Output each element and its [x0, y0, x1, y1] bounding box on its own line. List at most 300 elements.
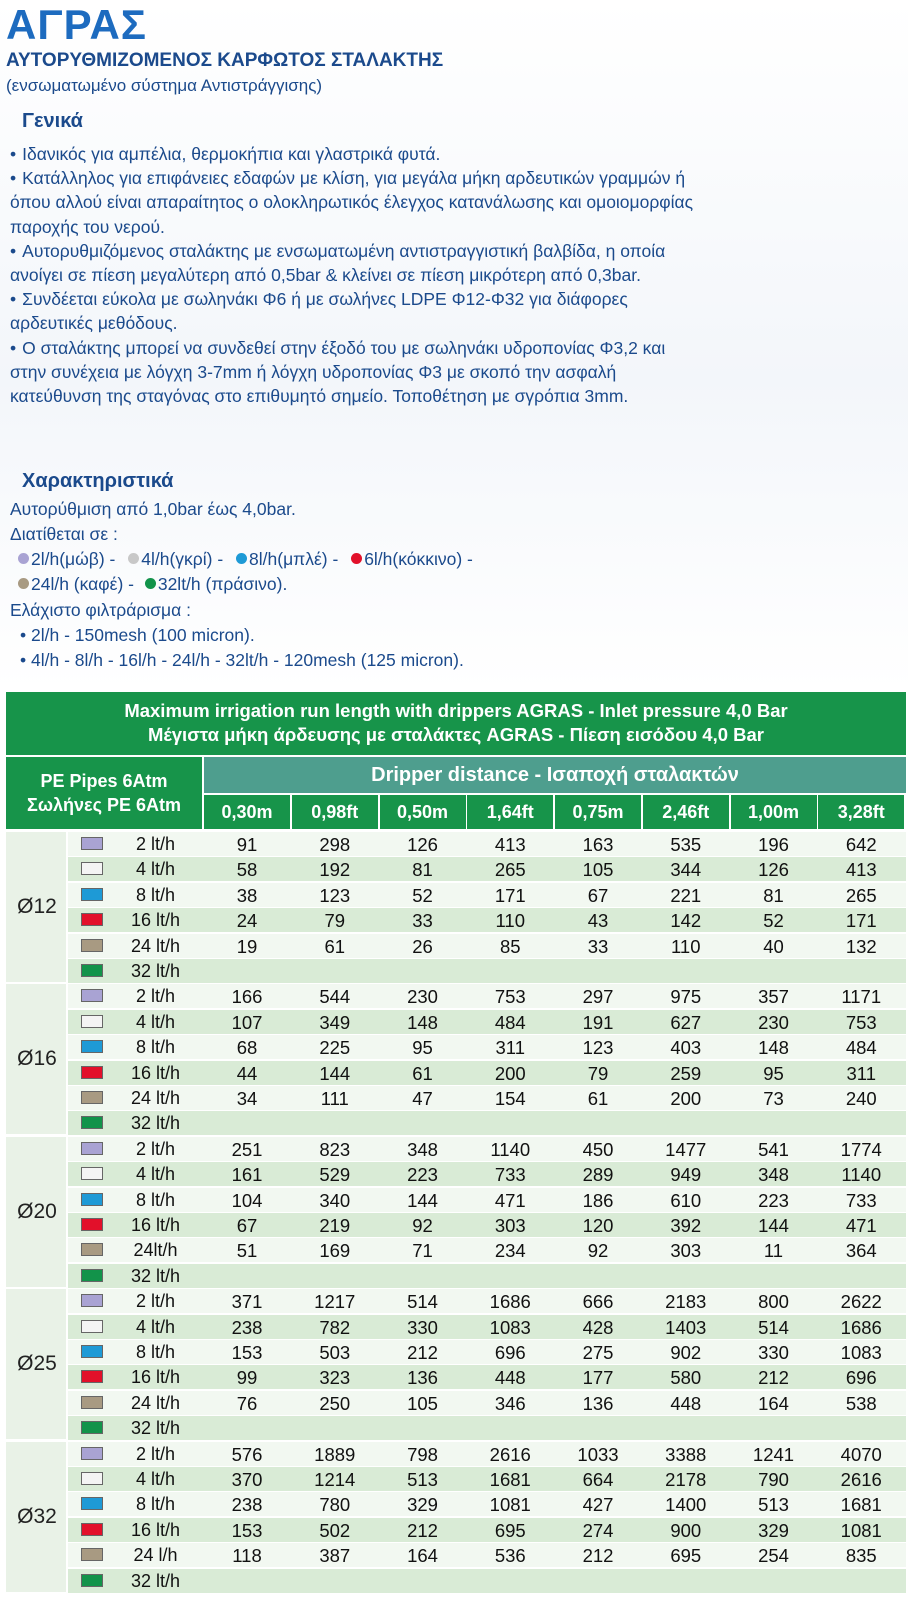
run-length-value: 340 [319, 1189, 351, 1211]
table-row [68, 1035, 906, 1060]
column-header: 3,28ft [818, 795, 904, 829]
run-length-value: 1083 [489, 1316, 531, 1338]
general-bullets [10, 142, 700, 408]
run-length-value: 221 [670, 884, 702, 906]
run-length-value: 148 [758, 1037, 789, 1059]
run-length-value: 471 [845, 1214, 877, 1236]
flow-rate: 2 lt/h [135, 834, 176, 854]
run-length-value: 123 [582, 1037, 614, 1059]
color-swatch-icon [81, 837, 103, 850]
run-length-value: 223 [758, 1189, 789, 1211]
run-length-value: 107 [231, 1011, 263, 1033]
flow-rate: 24 l/h [133, 1545, 178, 1566]
run-length-value: 225 [319, 1037, 351, 1059]
flow-rate: 4 lt/h [135, 1164, 176, 1185]
green-dot-icon [145, 578, 156, 589]
run-length-value: 538 [845, 1392, 877, 1414]
variant-label: 8l/h(μπλέ) - [249, 549, 339, 569]
general-bullet: • Συνδέεται εύκολα με σωληνάκι Φ6 ή με σωλήνες LDPE Φ12-Φ32 για διάφορες αρδευτικές μεθόδους. [10, 287, 700, 335]
column-header: 1,64ft [467, 795, 553, 829]
run-length-value: 19 [236, 935, 258, 957]
table-row [68, 908, 906, 933]
table-row [68, 1289, 906, 1314]
run-length-value: 259 [670, 1062, 702, 1084]
run-length-value: 696 [845, 1367, 877, 1389]
run-length-value: 38 [236, 884, 258, 906]
color-swatch-icon [81, 1243, 103, 1256]
product-subnote: (ενσωματωμένο σύστημα Αντιστράγγισης) [6, 76, 323, 95]
table-row [68, 1010, 906, 1035]
run-length-value: 81 [412, 859, 433, 881]
table-row [68, 1365, 906, 1390]
variants-line-2 [18, 574, 287, 595]
run-length-value: 2183 [665, 1291, 707, 1313]
flow-rate: 8 lt/h [135, 1341, 176, 1362]
run-length-value: 514 [758, 1316, 789, 1338]
run-length-value: 3388 [665, 1443, 707, 1465]
run-length-value: 85 [499, 935, 521, 957]
table-row [68, 883, 906, 908]
pipe-diameter: Ø16 [17, 1047, 57, 1071]
run-length-value: 76 [236, 1392, 258, 1414]
run-length-value: 344 [670, 859, 702, 881]
color-swatch-icon [81, 964, 103, 977]
filtration-item: • 2l/h - 150mesh (100 micron). [20, 625, 255, 645]
run-length-value: 67 [236, 1214, 258, 1236]
flow-rate: 16 lt/h [130, 1062, 181, 1083]
run-length-value: 105 [407, 1392, 438, 1414]
table-row [68, 1264, 906, 1289]
pipe-group [6, 1442, 906, 1592]
flow-rate: 16 lt/h [130, 910, 181, 931]
run-length-value: 975 [670, 986, 702, 1008]
run-length-value: 92 [587, 1240, 609, 1262]
flow-rate: 2 lt/h [135, 1443, 176, 1464]
flow-rate: 32 lt/h [130, 1265, 181, 1286]
run-length-value: 11 [763, 1240, 784, 1262]
run-length-value: 1081 [489, 1494, 531, 1516]
run-length-value: 303 [494, 1214, 526, 1236]
table-row [68, 1238, 906, 1263]
flow-rate: 32 lt/h [130, 1418, 181, 1439]
run-length-value: 79 [324, 910, 346, 932]
run-length-value: 1214 [314, 1468, 356, 1490]
flow-rate: 32 lt/h [130, 961, 181, 981]
color-swatch-icon [81, 1345, 103, 1358]
run-length-value: 44 [236, 1062, 258, 1084]
run-length-value: 148 [407, 1011, 438, 1033]
run-length-value: 58 [236, 859, 258, 881]
pipe-group [6, 832, 906, 982]
run-length-value: 142 [670, 910, 702, 932]
color-swatch-icon [81, 1421, 103, 1434]
run-length-value: 61 [412, 1062, 433, 1084]
run-length-value: 79 [587, 1062, 609, 1084]
run-length-value: 428 [582, 1316, 614, 1338]
run-length-value: 254 [758, 1545, 789, 1567]
run-length-value: 349 [319, 1011, 351, 1033]
color-swatch-icon [81, 989, 103, 1002]
run-length-value: 144 [758, 1214, 789, 1236]
run-length-value: 191 [582, 1011, 614, 1033]
table-row [68, 1061, 906, 1086]
general-bullet: • Αυτορυθμιζόμενος σταλάκτης με ενσωματωμένη αντιστραγγιστική βαλβίδα, η οποία ανοίγει σε πίεση μεγαλύτερη από 0,5bar & κλείνει σε πίεση μικρότερη από 0,3bar. [10, 239, 700, 287]
color-swatch-icon [81, 939, 103, 952]
pipe-diameter: Ø20 [17, 1199, 57, 1223]
gray-dot-icon [128, 553, 139, 564]
run-length-value: 51 [236, 1240, 258, 1262]
run-length-value: 536 [494, 1545, 526, 1567]
run-length-value: 164 [758, 1392, 789, 1414]
run-length-value: 234 [494, 1240, 526, 1262]
run-length-value: 544 [319, 986, 351, 1008]
run-length-value: 450 [582, 1138, 614, 1160]
run-length-value: 484 [494, 1011, 526, 1033]
run-length-value: 26 [412, 935, 433, 957]
filtration-item: • 4l/h - 8l/h - 16l/h - 24l/h - 32lt/h - 120mesh (125 micron). [20, 650, 464, 670]
table-row [68, 1467, 906, 1492]
run-length-value: 161 [231, 1164, 263, 1186]
product-subtitle: ΑΥΤΟΡΥΘΜΙΖΟΜΕΝΟΣ ΚΑΡΦΩΤΟΣ ΣΤΑΛΑΚΤΗΣ [6, 50, 444, 71]
run-length-value: 40 [763, 935, 784, 957]
run-length-value: 642 [845, 834, 877, 855]
run-length-value: 169 [319, 1240, 351, 1262]
color-swatch-icon [81, 1015, 103, 1028]
pipe-diameter: Ø32 [17, 1504, 57, 1528]
run-length-value: 153 [231, 1341, 263, 1363]
run-length-value: 580 [670, 1367, 702, 1389]
color-swatch-icon [81, 1269, 103, 1282]
run-length-value: 99 [236, 1367, 258, 1389]
purple-dot-icon [18, 553, 29, 564]
variant-label: 24l/h (καφέ) - [31, 574, 134, 594]
run-length-value: 52 [763, 910, 784, 932]
flow-rate: 16 lt/h [130, 1367, 181, 1388]
color-swatch-icon [81, 888, 103, 901]
table-row [68, 857, 906, 882]
run-length-value: 230 [407, 986, 438, 1008]
color-swatch-icon [81, 1066, 103, 1079]
table-row [68, 1569, 906, 1594]
table-row [68, 1137, 906, 1162]
run-length-value: 576 [231, 1443, 263, 1465]
run-length-value: 695 [670, 1545, 702, 1567]
general-bullet: • Ο σταλάκτης μπορεί να συνδεθεί στην έξοδό του με σωληνάκι υδροπονίας Φ3,2 και στην συνέχεια με λόγχη 3-7mm ή λόγχη υδροπονίας Φ3 με σκοπό την ασφαλή κατεύθυνση της σταγόνας στο επιθυμητό σημείο. Τοποθέτηση με σγρόπια 3mm. [10, 336, 700, 409]
flow-rate: 4 lt/h [135, 859, 176, 880]
run-length-value: 392 [670, 1214, 702, 1236]
run-length-value: 251 [231, 1138, 263, 1160]
color-swatch-icon [81, 1370, 103, 1383]
table-row [68, 1391, 906, 1416]
run-length-value: 330 [758, 1341, 789, 1363]
flow-rate: 8 lt/h [135, 1494, 176, 1515]
run-length-value: 186 [582, 1189, 614, 1211]
run-length-value: 73 [763, 1087, 784, 1109]
color-swatch-icon [81, 1396, 103, 1409]
run-length-value: 1681 [840, 1494, 882, 1516]
run-length-value: 695 [494, 1519, 526, 1541]
run-length-value: 164 [407, 1545, 438, 1567]
run-length-value: 223 [407, 1164, 438, 1186]
table-row [68, 1188, 906, 1213]
run-length-value: 1140 [490, 1138, 531, 1160]
run-length-value: 448 [494, 1367, 526, 1389]
run-length-value: 163 [582, 834, 614, 855]
table-row [68, 1315, 906, 1340]
run-length-value: 196 [758, 834, 789, 855]
run-length-value: 1681 [489, 1468, 531, 1490]
run-length-value: 403 [670, 1037, 702, 1059]
run-length-value: 238 [231, 1494, 263, 1516]
pipe-header [6, 757, 202, 829]
pipe-header-en: PE Pipes 6Atm [40, 771, 168, 791]
run-length-value: 110 [671, 935, 701, 957]
run-length-value: 329 [407, 1494, 438, 1516]
run-length-value: 513 [758, 1494, 789, 1516]
run-length-value: 144 [407, 1189, 438, 1211]
run-length-value: 43 [587, 910, 609, 932]
column-header: 0,30m [204, 795, 290, 829]
run-length-value: 1400 [665, 1494, 707, 1516]
run-length-value: 1241 [752, 1443, 795, 1465]
table-row [68, 1086, 906, 1111]
color-swatch-icon [81, 1472, 103, 1485]
run-length-value: 171 [845, 910, 877, 932]
flow-rate: 24lt/h [133, 1240, 178, 1261]
table-row [68, 1162, 906, 1187]
color-swatch-icon [81, 1167, 103, 1180]
pipe-diameter: Ø12 [17, 895, 57, 918]
run-length-value: 303 [670, 1240, 702, 1262]
run-length-value: 696 [494, 1341, 526, 1363]
run-length-value: 95 [763, 1062, 784, 1084]
run-length-value: 297 [582, 986, 614, 1008]
run-length-value: 387 [319, 1545, 351, 1567]
run-length-value: 238 [231, 1316, 263, 1338]
color-swatch-icon [81, 1574, 103, 1587]
color-swatch-icon [81, 1193, 103, 1206]
color-swatch-icon [81, 1142, 103, 1155]
variant-label: 6l/h(κόκκινο) - [364, 549, 473, 569]
run-length-value: 753 [494, 986, 526, 1008]
run-length-value: 153 [231, 1519, 263, 1541]
run-length-value: 311 [846, 1062, 876, 1084]
run-length-value: 212 [407, 1519, 438, 1541]
flow-rate: 24 lt/h [130, 1087, 181, 1108]
run-length-value: 541 [758, 1138, 789, 1160]
run-length-value: 900 [670, 1519, 702, 1541]
color-swatch-icon [81, 862, 103, 875]
flow-rate: 4 lt/h [135, 1011, 176, 1032]
run-length-value: 126 [407, 834, 438, 855]
run-length-value: 949 [670, 1164, 702, 1186]
run-length-value: 753 [845, 1011, 877, 1033]
run-length-value: 1140 [841, 1164, 882, 1186]
run-length-value: 230 [758, 1011, 789, 1033]
variant-label: 32lt/h (πράσινο). [157, 574, 288, 594]
run-length-value: 91 [236, 834, 258, 855]
run-length-value: 200 [494, 1062, 526, 1084]
run-length-value: 364 [845, 1240, 877, 1262]
blue-dot-icon [236, 553, 247, 564]
table-row [68, 1518, 906, 1543]
run-length-value: 2622 [840, 1291, 882, 1313]
flow-rate: 8 lt/h [135, 884, 176, 905]
column-header: 1,00m [731, 795, 817, 829]
run-length-value: 33 [587, 935, 609, 957]
run-length-value: 1083 [840, 1341, 882, 1363]
run-length-value: 212 [407, 1341, 438, 1363]
filtration-label: Ελάχιστο φιλτράρισμα : [10, 600, 191, 620]
color-swatch-icon [81, 1497, 103, 1510]
table-row [68, 1213, 906, 1238]
run-length-value: 514 [407, 1291, 438, 1313]
color-swatch-icon [81, 1091, 103, 1104]
run-length-value: 1889 [314, 1443, 356, 1465]
general-bullet: • Κατάλληλος για επιφάνειες εδαφών με κλίση, για μεγάλα μήκη αρδευτικών γραμμών ή όπου αλλού είναι απαραίτητος ο ολοκληρωτικός έλεγχος κατανάλωσης και ομοιομορφίας παροχής του νερού. [10, 166, 700, 239]
run-length-value: 357 [758, 986, 789, 1008]
table-row [68, 959, 906, 984]
run-length-value: 798 [407, 1443, 438, 1465]
run-length-value: 800 [758, 1291, 789, 1313]
run-length-value: 212 [758, 1367, 789, 1389]
flow-rate: 32 lt/h [130, 1113, 181, 1134]
run-length-value: 790 [758, 1468, 789, 1490]
run-length-value: 1686 [489, 1291, 531, 1313]
run-length-value: 535 [670, 834, 702, 855]
flow-rate: 4 lt/h [135, 1468, 176, 1489]
table-row [68, 1340, 906, 1365]
run-length-value: 4070 [840, 1443, 882, 1465]
run-length-value: 780 [319, 1494, 351, 1516]
run-length-value: 1171 [841, 986, 882, 1008]
run-length-value: 289 [582, 1164, 614, 1186]
color-swatch-icon [81, 1218, 103, 1231]
run-length-value: 1033 [577, 1443, 619, 1465]
run-length-value: 47 [412, 1087, 433, 1109]
run-length-value: 427 [582, 1494, 614, 1516]
run-length-value: 1403 [665, 1316, 707, 1338]
run-length-value: 1774 [840, 1138, 882, 1160]
run-length-value: 144 [319, 1062, 351, 1084]
run-length-value: 1081 [840, 1519, 882, 1541]
run-length-value: 664 [582, 1468, 614, 1490]
pipe-group [6, 1289, 906, 1439]
run-length-value: 171 [494, 884, 526, 906]
table-row [68, 1416, 906, 1441]
run-length-value: 52 [412, 884, 433, 906]
run-length-value: 502 [319, 1519, 351, 1541]
column-header: 0,75m [555, 795, 641, 829]
available-label: Διατίθεται σε : [10, 524, 118, 544]
run-length-value: 346 [494, 1392, 526, 1414]
color-swatch-icon [81, 1294, 103, 1307]
run-length-value: 835 [845, 1545, 877, 1567]
run-length-value: 471 [494, 1189, 526, 1211]
run-length-value: 348 [758, 1164, 789, 1186]
color-swatch-icon [81, 1116, 103, 1129]
run-length-value: 666 [582, 1291, 614, 1313]
table-row [68, 934, 906, 959]
flow-rate: 4 lt/h [135, 1316, 176, 1337]
run-length-value: 166 [231, 986, 263, 1008]
run-length-value: 274 [582, 1519, 614, 1541]
flow-rate: 8 lt/h [135, 1037, 176, 1058]
run-length-value: 110 [495, 910, 525, 932]
run-length-value: 95 [412, 1037, 433, 1059]
column-header: 0,98ft [292, 795, 378, 829]
flow-rate: 2 lt/h [135, 986, 176, 1007]
run-length-value: 265 [845, 884, 877, 906]
variants-line-1 [18, 549, 473, 570]
table-row [68, 984, 906, 1009]
table-title-gr: Μέγιστα μήκη άρδευσης με σταλάκτες AGRAS - Πίεση εισόδου 4,0 Bar [148, 724, 764, 745]
run-length-value: 2178 [665, 1468, 707, 1490]
run-length-value: 67 [587, 884, 609, 906]
run-length-value: 104 [231, 1189, 263, 1211]
brown-dot-icon [18, 578, 29, 589]
run-length-value: 219 [319, 1214, 351, 1236]
run-length-value: 733 [494, 1164, 526, 1186]
run-length-value: 448 [670, 1392, 702, 1414]
run-length-value: 34 [236, 1087, 258, 1109]
run-length-value: 33 [412, 910, 433, 932]
flow-rate: 16 lt/h [130, 1214, 181, 1235]
run-length-value: 68 [236, 1037, 258, 1059]
color-swatch-icon [81, 1320, 103, 1333]
flow-rate: 2 lt/h [135, 1291, 176, 1312]
distance-header: Dripper distance - Ισαποχή σταλακτών [204, 757, 906, 793]
flow-rate: 16 lt/h [130, 1519, 181, 1540]
run-length-value: 371 [231, 1291, 263, 1313]
run-length-value: 136 [582, 1392, 614, 1414]
run-length-value: 902 [670, 1341, 702, 1363]
run-length-value: 132 [845, 935, 877, 957]
run-length-value: 370 [231, 1468, 263, 1490]
run-length-value: 503 [319, 1341, 351, 1363]
run-length-value: 1686 [840, 1316, 882, 1338]
run-length-value: 329 [758, 1519, 789, 1541]
run-length-value: 265 [494, 859, 526, 881]
run-length-value: 240 [845, 1087, 877, 1109]
flow-rate: 2 lt/h [135, 1138, 176, 1159]
regulation-text: Αυτορύθμιση από 1,0bar έως 4,0bar. [10, 499, 296, 519]
features-heading: Χαρακτηριστικά [22, 470, 174, 492]
run-length-value: 1217 [314, 1291, 356, 1313]
run-length-value: 177 [582, 1367, 614, 1389]
table-row [68, 1111, 906, 1136]
run-length-value: 24 [236, 910, 258, 932]
run-length-value: 275 [582, 1341, 614, 1363]
run-length-value: 413 [494, 834, 526, 855]
run-length-value: 81 [763, 884, 784, 906]
run-length-value: 733 [845, 1189, 877, 1211]
run-length-value: 61 [324, 935, 346, 957]
run-length-value: 627 [670, 1011, 702, 1033]
run-length-value: 484 [845, 1037, 877, 1059]
table-title-en: Maximum irrigation run length with drippers AGRAS - Inlet pressure 4,0 Bar [124, 700, 788, 721]
run-length-value: 2616 [489, 1443, 531, 1465]
pipe-diameter: Ø25 [17, 1352, 57, 1376]
run-length-value: 323 [319, 1367, 351, 1389]
run-length-value: 250 [319, 1392, 351, 1414]
run-length-value: 330 [407, 1316, 438, 1338]
variant-label: 4l/h(γκρί) - [141, 549, 224, 569]
run-length-value: 2616 [840, 1468, 882, 1490]
color-swatch-icon [81, 913, 103, 926]
run-length-value: 71 [412, 1240, 433, 1262]
run-length-value: 513 [407, 1468, 438, 1490]
